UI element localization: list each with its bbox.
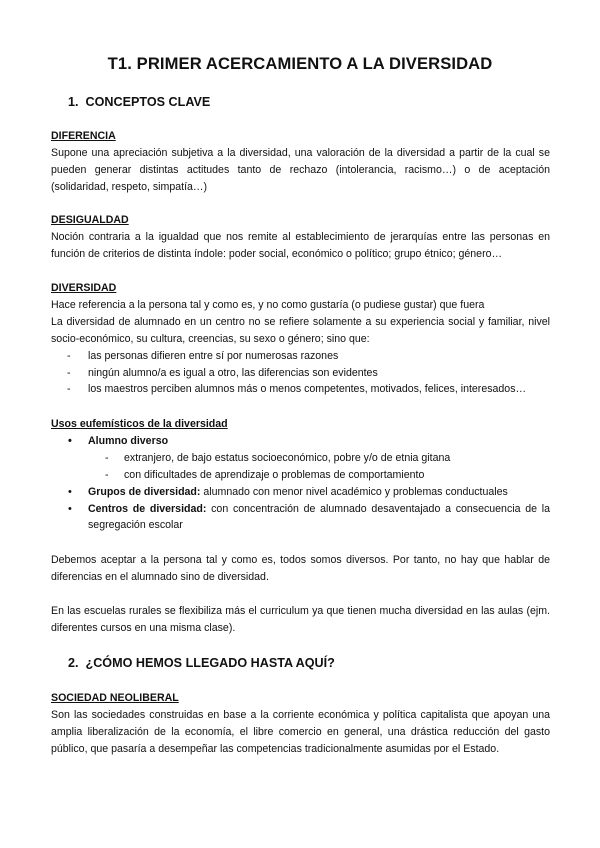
document-title: T1. PRIMER ACERCAMIENTO A LA DIVERSIDAD <box>107 54 493 73</box>
diferencia-label: DIFERENCIA <box>51 130 116 142</box>
section-2-title: ¿CÓMO HEMOS LLEGADO HASTA AQUÍ? <box>85 656 335 670</box>
sub-list-item: - con dificultades de aprendizaje o problemas de comportamiento <box>51 467 550 484</box>
diversidad-line-1: Hace referencia a la persona tal y como es, y no como gustaría (o pudiese gustar) que fuera <box>51 298 485 311</box>
section-1-number: 1. <box>68 95 79 109</box>
section-1-heading <box>68 95 210 109</box>
centros-label: Centros de diversidad: <box>88 502 207 515</box>
desigualdad-text: Noción contraria a la igualdad que nos remite al establecimiento de jerarquías entre las personas en función de criterios de distinta índole: poder social, económico o político; grupo étnico; género… <box>51 230 550 260</box>
grupos-text: alumnado con menor nivel académico y problemas conductuales <box>200 485 508 498</box>
section-1-title: CONCEPTOS CLAVE <box>85 95 211 109</box>
list-item: - ningún alumno/a es igual a otro, las diferencias son evidentes <box>51 365 550 382</box>
centros-text: con concentración de alumnado desaventajado a consecuencia de la segregación escolar <box>88 502 550 532</box>
diversidad-line-2: La diversidad de alumnado en un centro no se refiere solamente a su experiencia social y familiar, nivel socio-económico, su cultura, creencias, su sexo o género; sino que: <box>51 315 550 345</box>
section-2-heading <box>68 656 335 670</box>
neoliberal-label: SOCIEDAD NEOLIBERAL <box>51 692 179 704</box>
paragraph-rurales-text: En las escuelas rurales se flexibiliza más el curriculum ya que tienen mucha diversidad en las aulas (ejm. diferentes cursos en una misma clase). <box>51 605 550 634</box>
sub-list-item: - extranjero, de bajo estatus socioeconómico, pobre y/o de etnia gitana <box>51 450 550 467</box>
paragraph-aceptar-text: Debemos aceptar a la persona tal y como es, todos somos diversos. Por tanto, no hay que hablar de diferencias en el alumnado sino de diversidad. <box>51 554 550 583</box>
bullet-alumno-diverso: • Alumno diverso <box>51 433 550 450</box>
desigualdad-label: DESIGUALDAD <box>51 214 129 226</box>
list-item: - las personas difieren entre sí por numerosas razones <box>51 348 550 365</box>
paragraph-aceptar <box>51 552 550 586</box>
bullet-centros <box>51 501 550 535</box>
diferencia-block <box>51 128 550 196</box>
paragraph-rurales <box>51 603 550 637</box>
diversidad-label: DIVERSIDAD <box>51 282 117 294</box>
list-item: - los maestros perciben alumnos más o menos competentes, motivados, felices, interesados… <box>51 381 550 398</box>
desigualdad-block <box>51 212 550 263</box>
grupos-label: Grupos de diversidad: <box>88 485 201 498</box>
section-2-number: 2. <box>68 656 79 670</box>
usos-block <box>51 416 550 534</box>
diversidad-block <box>51 280 550 398</box>
diferencia-text: Supone una apreciación subjetiva a la diversidad, una valoración de la diversidad a partir de la cual se pueden generar distintas actitudes tanto de rechazo (intolerancia, racismo…) o de aceptación (solidaridad, respeto, simpatía…) <box>51 146 550 193</box>
bullet-grupos <box>51 484 550 501</box>
neoliberal-block <box>51 690 550 758</box>
usos-label: Usos eufemísticos de la diversidad <box>51 418 228 430</box>
neoliberal-text: Son las sociedades construidas en base a la corriente económica y política capitalista que apoyan una amplia liberalización de la economía, el libre comercio en general, una drástica reducción del gasto público, que pasaría a desempeñar las competencias tradicionalmente asumidas por el Estado. <box>51 708 550 755</box>
